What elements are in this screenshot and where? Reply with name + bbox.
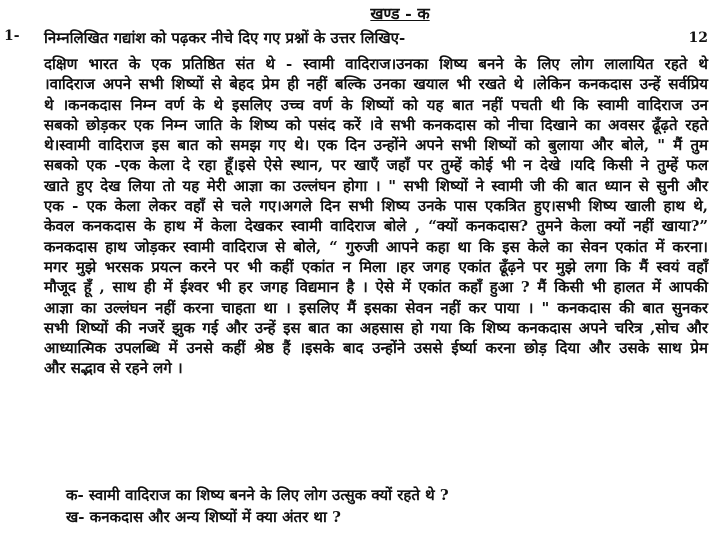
passage-line: आध्यात्मिक उपलब्धि में उनसे कहीं श्रेष्ठ हैं ।इसके बाद उन्होंने उससे ईर्ष्या करना छोड़ दिया और उसके साथ प्रेम — [44, 339, 708, 358]
sub-question-kha — [66, 506, 449, 528]
passage-line: थे ।कनकदास निम्न वर्ण के थे इसलिए उच्च वर्ण के शिष्यों को यह बात नहीं पचती थी कि स्वामी वादिराज उन — [44, 95, 708, 114]
question-marks: 12 — [688, 30, 708, 46]
passage-line: सबको छोड़कर एक निम्न जाति के शिष्य को पसंद करें ।वे सभी कनकदास को नीचा दिखाने का अवसर ढूँढ़ते रहते — [44, 115, 708, 134]
sub-question-label: क- — [66, 486, 84, 504]
passage-line: खाते हुए देख लिया तो यह मेरी आज्ञा का उल्लंघन होगा । " सभी शिष्यों ने स्वामी जी की बात ध्यान से सुनी और — [44, 176, 708, 195]
passage-line: आज्ञा का उल्लंघन नहीं करना चाहता था । इसलिए मैं इसका सेवन नहीं कर पाया । " कनकदास की बात सुनकर — [44, 298, 708, 317]
sub-question-text: कनकदास और अन्य शिष्यों में क्या अंतर था ? — [89, 508, 341, 526]
section-heading — [0, 2, 720, 24]
sub-questions — [66, 484, 449, 528]
passage-line: सबको एक -एक केला दे रहा हूँ।इसे ऐसे स्थान, पर खाएँ जहाँ पर तुम्हें कोई भी न देखे ।यदि किसी ने तुम्हें फल — [44, 156, 708, 175]
passage-line: केवल कनकदास के हाथ में केला देखकर स्वामी वादिराज बोले , “क्यों कनकदास? तुमने केला क्यों नहीं खाया?” — [44, 217, 708, 236]
passage — [44, 54, 708, 379]
passage-line: मौजूद हूँ , साथ ही में ईश्वर भी हर जगह विद्यमान है । ऐसे में एकांत कहाँ हुआ ? मैं किसी भी हालत में आपकी — [44, 278, 708, 297]
passage-line: ।वादिराज अपने सभी शिष्यों से बेहद प्रेम ही नहीं बल्कि उनका खयाल भी रखते थे ।लेकिन कनकदास उन्हें सर्वप्रिय — [44, 75, 708, 94]
sub-question-label: ख- — [66, 508, 85, 526]
question-number: 1- — [4, 28, 20, 44]
passage-line: एक - एक केला लेकर वहाँ से चले गए।अगले दिन सभी शिष्य उनके पास एकत्रित हुए।सभी शिष्य खाली हाथ थे, — [44, 197, 708, 216]
passage-line: मगर मुझे भरसक प्रयत्न करने पर भी कहीं एकांत न मिला ।हर जगह एकांत ढूँढ़ने पर मुझे लगा कि मैं स्वयं वहाँ — [44, 257, 708, 276]
question-instruction: निम्नलिखित गद्यांश को पढ़कर नीचे दिए गए प्रश्नों के उत्तर लिखिए- — [44, 29, 406, 47]
section-title: खण्ड - क — [370, 4, 430, 23]
sub-question-text: स्वामी वादिराज का शिष्य बनने के लिए लोग उत्सुक क्यों रहते थे ? — [88, 486, 449, 504]
passage-line: कनकदास हाथ जोड़कर स्वामी वादिराज से बोले, “ गुरुजी आपने कहा था कि इस केले का सेवन एकांत में करना। — [44, 237, 708, 256]
passage-line: थे।स्वामी वादिराज इस बात को समझ गए थे। एक दिन उन्होंने अपने सभी शिष्यों को बुलाया और बोले, " मैं तुम — [44, 136, 708, 155]
sub-question-ka — [66, 484, 449, 506]
passage-line: सभी शिष्यों की नजरें झुक गई और उन्हें इस बात का अहसास हो गया कि शिष्य कनकदास अपने चरित्र ,सोच और — [44, 318, 708, 337]
passage-line: और सद्भाव से रहने लगे । — [44, 359, 183, 378]
passage-line: दक्षिण भारत के एक प्रतिष्ठित संत थे - स्वामी वादिराज।उनका शिष्य बनने के लिए लोग लालायित रहते थे — [44, 55, 708, 73]
